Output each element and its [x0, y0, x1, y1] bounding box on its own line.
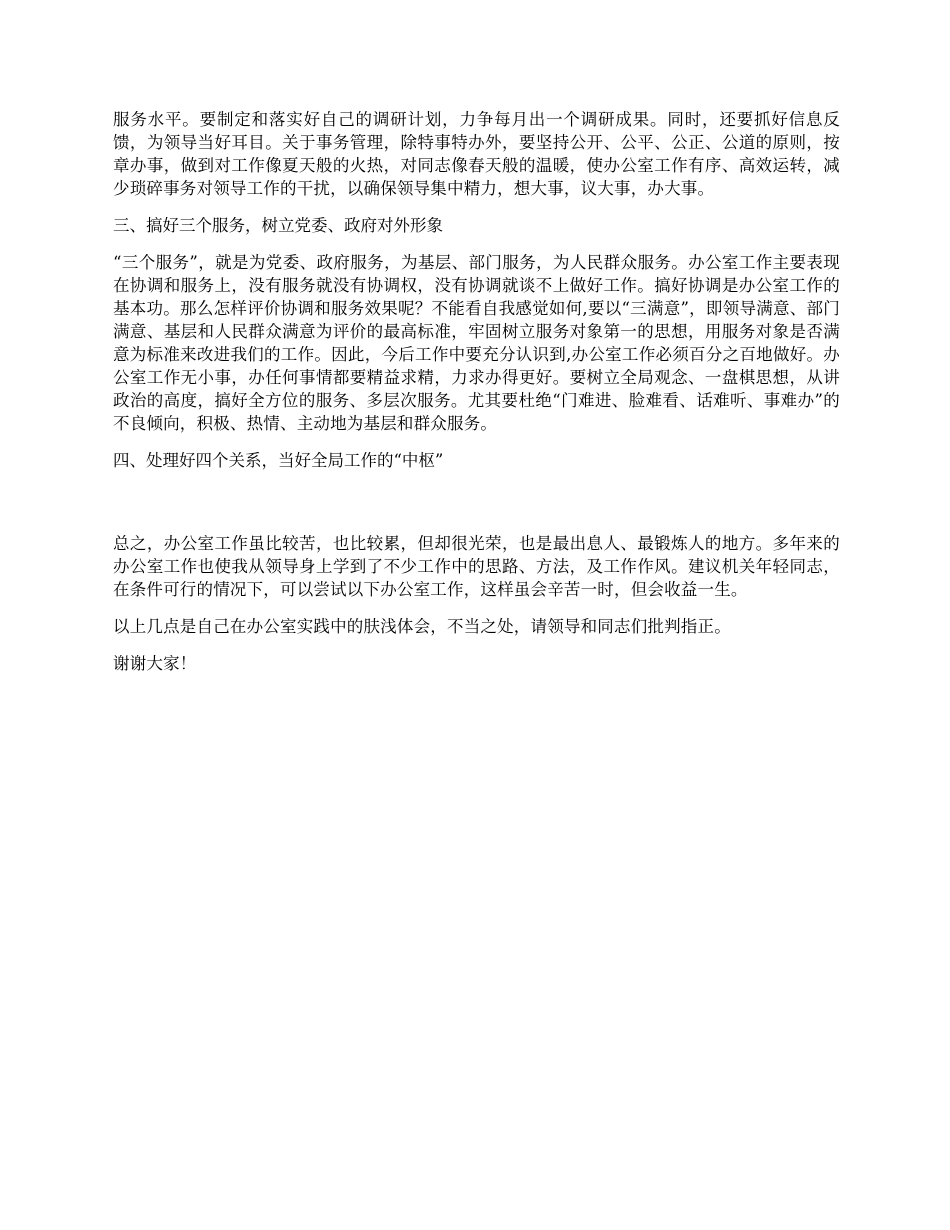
section-heading-three-services: 三、搞好三个服务，树立党委、政府对外形象: [113, 216, 443, 235]
paragraph-conclusion: 总之，办公室工作虽比较苦，也比较累，但却很光荣，也是最出息人、最锻炼人的地方。多年来的办公室工作也使我从领导身上学到了不少工作中的思路、方法，及工作作风。建议机关年轻同志，在条件可行的情况下，可以尝试以下办公室工作，这样虽会辛苦一时，但会收益一生。: [113, 534, 840, 599]
paragraph-service-level: 服务水平。要制定和落实好自己的调研计划，力争每月出一个调研成果。同时，还要抓好信息反馈，为领导当好耳目。关于事务管理，除特事特办外，要坚持公开、公平、公正、公道的原则，按章办事，做到对工作像夏天般的火热，对同志像春天般的温暖，使办公室工作有序、高效运转，减少琐碎事务对领导工作的干扰，以确保领导集中精力，想大事，议大事，办大事。: [113, 110, 840, 198]
blank-gap: [113, 486, 840, 532]
document-body: [113, 108, 840, 689]
paragraph-thanks: 谢谢大家！: [113, 654, 197, 673]
section-heading-four-relations: 四、处理好四个关系，当好全局工作的“中枢”: [113, 451, 444, 470]
paragraph-three-services: “三个服务”，就是为党委、政府服务，为基层、部门服务，为人民群众服务。办公室工作主要表现在协调和服务上，没有服务就没有协调权，没有协调就谈不上做好工作。搞好协调是办公室工作的基本功。那么怎样评价协调和服务效果呢？不能看自我感觉如何,要以“三满意”，即领导满意、部门满意、基层和人民群众满意为评价的最高标准，牢固树立服务对象第一的思想，用服务对象是否满意为标准来改进我们的工作。因此，今后工作中要充分认识到,办公室工作必须百分之百地做好。办公室工作无小事，办任何事情都要精益求精，力求办得更好。要树立全局观念、一盘棋思想，从讲政治的高度，搞好全方位的服务、多层次服务。尤其要杜绝“门难进、脸难看、话难听、事难办”的不良倾向，积极、热情、主动地为基层和群众服务。: [113, 253, 840, 433]
paragraph-closing-remark: 以上几点是自己在办公室实践中的肤浅体会，不当之处，请领导和同志们批判指正。: [113, 617, 731, 636]
